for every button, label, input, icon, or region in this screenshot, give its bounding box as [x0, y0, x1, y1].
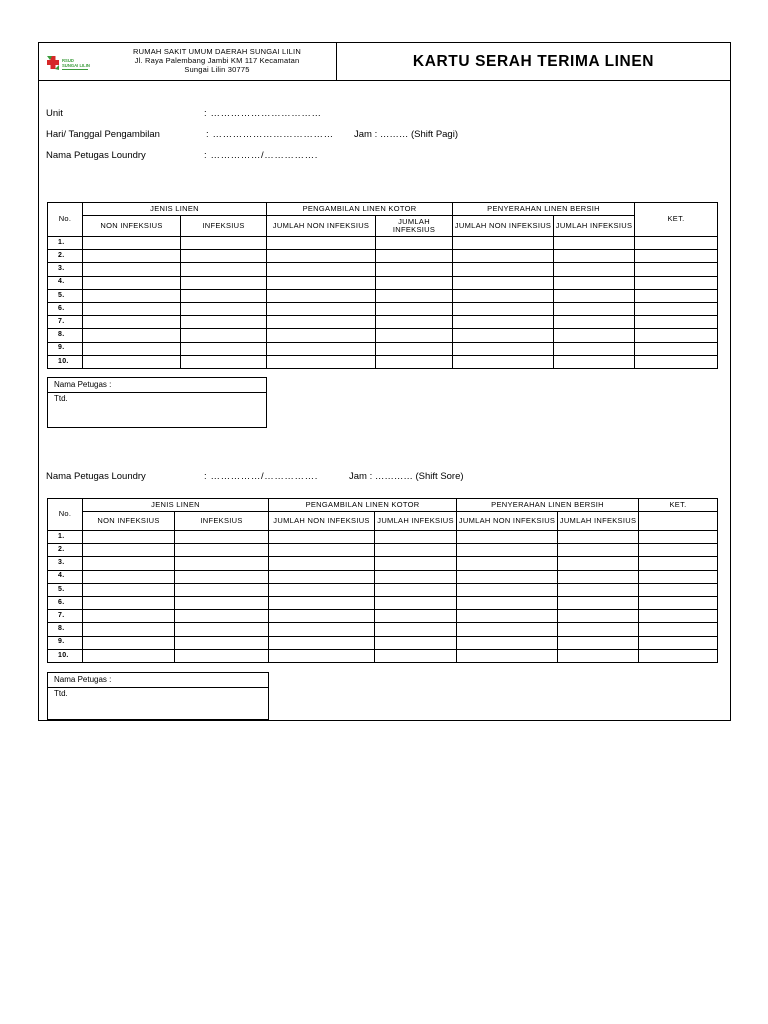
col-ket: KET.: [635, 203, 718, 237]
row-number: 8.: [48, 623, 83, 636]
table-cell[interactable]: [639, 557, 718, 570]
table-cell[interactable]: [558, 544, 639, 557]
table-cell[interactable]: [635, 237, 718, 250]
col-jumlah-infeksius-bersih: JUMLAH INFEKSIUS: [558, 512, 639, 531]
table-row: [48, 557, 718, 570]
row-number: 6.: [48, 302, 83, 315]
table-cell[interactable]: [181, 237, 267, 250]
table-cell[interactable]: [554, 276, 635, 289]
table-cell[interactable]: [639, 636, 718, 649]
table-row: [48, 237, 718, 250]
table-cell[interactable]: [175, 596, 269, 609]
table-cell[interactable]: [175, 544, 269, 557]
table-row: [48, 544, 718, 557]
table-cell[interactable]: [375, 531, 457, 544]
col-penyerahan: PENYERAHAN LINEN BERSIH: [457, 499, 639, 512]
table-cell[interactable]: [175, 570, 269, 583]
table-cell[interactable]: [375, 636, 457, 649]
table-cell[interactable]: [83, 316, 181, 329]
table-cell[interactable]: [175, 636, 269, 649]
table-row: [48, 342, 718, 355]
table-cell[interactable]: [376, 289, 453, 302]
table-row: [48, 649, 718, 662]
table-cell[interactable]: [558, 583, 639, 596]
col-no: No.: [48, 499, 83, 531]
row-number: 6.: [48, 596, 83, 609]
table-cell[interactable]: [453, 263, 554, 276]
time-field-morning[interactable]: Jam : ……… (Shift Pagi): [354, 129, 458, 140]
table-cell[interactable]: [554, 302, 635, 315]
table-cell[interactable]: [376, 355, 453, 368]
table-cell[interactable]: [558, 557, 639, 570]
col-pengambilan: PENGAMBILAN LINEN KOTOR: [267, 203, 453, 216]
table-cell[interactable]: [453, 342, 554, 355]
table-cell[interactable]: [635, 329, 718, 342]
table-cell[interactable]: [83, 610, 175, 623]
table-cell[interactable]: [558, 623, 639, 636]
table-row: [48, 355, 718, 368]
table-cell[interactable]: [457, 636, 558, 649]
table-cell[interactable]: [457, 531, 558, 544]
col-jumlah-infeksius-kotor: JUMLAH INFEKSIUS: [376, 216, 453, 237]
row-number: 5.: [48, 289, 83, 302]
row-number: 9.: [48, 342, 83, 355]
table-cell[interactable]: [635, 342, 718, 355]
hospital-logo: [45, 52, 93, 74]
table-cell[interactable]: [453, 237, 554, 250]
col-infeksius: INFEKSIUS: [175, 512, 269, 531]
table-cell[interactable]: [635, 250, 718, 263]
table-cell[interactable]: [83, 355, 181, 368]
table-row: [48, 583, 718, 596]
table-cell[interactable]: [83, 649, 175, 662]
row-number: 4.: [48, 276, 83, 289]
table-cell[interactable]: [453, 276, 554, 289]
table-row: [48, 596, 718, 609]
row-number: 2.: [48, 250, 83, 263]
table-cell[interactable]: [175, 610, 269, 623]
row-number: 10.: [48, 355, 83, 368]
row-number: 9.: [48, 636, 83, 649]
table-cell[interactable]: [635, 263, 718, 276]
table-cell[interactable]: [635, 302, 718, 315]
table-cell[interactable]: [181, 289, 267, 302]
col-jenis-linen: JENIS LINEN: [83, 499, 269, 512]
table-row: [48, 531, 718, 544]
table-cell[interactable]: [269, 649, 375, 662]
table-cell[interactable]: [269, 610, 375, 623]
hospital-info-block: [39, 43, 337, 80]
row-number: 3.: [48, 557, 83, 570]
table-cell[interactable]: [639, 649, 718, 662]
table-body-evening: [48, 531, 718, 663]
laundry-staff-label-2: Nama Petugas Loundry: [46, 471, 146, 482]
table-cell[interactable]: [83, 237, 181, 250]
col-infeksius: INFEKSIUS: [181, 216, 267, 237]
table-cell[interactable]: [83, 623, 175, 636]
table-cell[interactable]: [83, 544, 175, 557]
table-cell[interactable]: [83, 636, 175, 649]
table-cell[interactable]: [269, 570, 375, 583]
col-jumlah-non-infeksius-kotor: JUMLAH NON INFEKSIUS: [269, 512, 375, 531]
col-pengambilan: PENGAMBILAN LINEN KOTOR: [269, 499, 457, 512]
table-cell[interactable]: [267, 355, 376, 368]
table-cell[interactable]: [375, 570, 457, 583]
laundry-staff-field-2[interactable]: : ……………/…………….: [204, 471, 318, 482]
table-cell[interactable]: [639, 570, 718, 583]
signature-label[interactable]: Ttd.: [54, 689, 68, 698]
table-cell[interactable]: [453, 355, 554, 368]
table-cell[interactable]: [453, 316, 554, 329]
table-cell[interactable]: [558, 610, 639, 623]
table-cell[interactable]: [457, 544, 558, 557]
table-cell[interactable]: [267, 263, 376, 276]
linen-table-morning: [47, 202, 718, 369]
table-cell[interactable]: [175, 649, 269, 662]
table-cell[interactable]: [375, 596, 457, 609]
table-cell[interactable]: [558, 596, 639, 609]
table-cell[interactable]: [453, 250, 554, 263]
table-cell[interactable]: [269, 531, 375, 544]
staff-name-label[interactable]: Nama Petugas :: [48, 673, 268, 688]
col-jumlah-infeksius-bersih: JUMLAH INFEKSIUS: [554, 216, 635, 237]
table-cell[interactable]: [558, 649, 639, 662]
table-cell[interactable]: [181, 342, 267, 355]
row-number: 1.: [48, 531, 83, 544]
table-row: [48, 263, 718, 276]
row-number: 2.: [48, 544, 83, 557]
table-cell[interactable]: [376, 342, 453, 355]
row-number: 10.: [48, 649, 83, 662]
col-jumlah-non-infeksius-bersih: JUMLAH NON INFEKSIUS: [457, 512, 558, 531]
table-row: [48, 570, 718, 583]
table-cell[interactable]: [376, 316, 453, 329]
table-cell[interactable]: [457, 596, 558, 609]
table-cell[interactable]: [376, 237, 453, 250]
table-row: [48, 329, 718, 342]
table-cell[interactable]: [639, 531, 718, 544]
table-cell[interactable]: [269, 596, 375, 609]
table-cell[interactable]: [175, 557, 269, 570]
row-number: 8.: [48, 329, 83, 342]
staff-name-label[interactable]: Nama Petugas :: [48, 378, 266, 393]
row-number: 7.: [48, 316, 83, 329]
col-non-infeksius: NON INFEKSIUS: [83, 216, 181, 237]
hospital-city: Sungai Lilin 30775: [184, 65, 250, 74]
table-row: [48, 302, 718, 315]
table-cell[interactable]: [558, 636, 639, 649]
unit-field[interactable]: : ……………………………: [204, 108, 322, 119]
table-cell[interactable]: [639, 610, 718, 623]
table-cell[interactable]: [83, 557, 175, 570]
col-no: No.: [48, 203, 83, 237]
table-cell[interactable]: [635, 316, 718, 329]
table-cell[interactable]: [83, 583, 175, 596]
table-cell[interactable]: [639, 544, 718, 557]
form-title: KARTU SERAH TERIMA LINEN: [412, 52, 655, 70]
form-header: [39, 43, 730, 81]
row-number: 5.: [48, 583, 83, 596]
table-cell[interactable]: [83, 570, 175, 583]
table-cell[interactable]: [375, 623, 457, 636]
table-row: [48, 276, 718, 289]
table-cell[interactable]: [83, 531, 175, 544]
table-cell[interactable]: [267, 289, 376, 302]
table-cell[interactable]: [635, 289, 718, 302]
table-row: [48, 610, 718, 623]
table-cell[interactable]: [83, 263, 181, 276]
table-cell[interactable]: [457, 583, 558, 596]
table-cell[interactable]: [375, 610, 457, 623]
table-cell[interactable]: [639, 583, 718, 596]
table-cell[interactable]: [457, 649, 558, 662]
col-non-infeksius: NON INFEKSIUS: [83, 512, 175, 531]
unit-label: Unit: [46, 108, 63, 119]
table-cell[interactable]: [269, 544, 375, 557]
table-cell[interactable]: [554, 316, 635, 329]
table-cell[interactable]: [375, 583, 457, 596]
table-cell[interactable]: [457, 570, 558, 583]
table-cell[interactable]: [639, 596, 718, 609]
table-cell[interactable]: [181, 329, 267, 342]
table-row: [48, 316, 718, 329]
col-jenis-linen: JENIS LINEN: [83, 203, 267, 216]
hospital-address: [99, 47, 335, 74]
table-cell[interactable]: [181, 276, 267, 289]
table-cell[interactable]: [453, 302, 554, 315]
table-cell[interactable]: [558, 570, 639, 583]
table-cell[interactable]: [83, 329, 181, 342]
hospital-name: RUMAH SAKIT UMUM DAERAH SUNGAI LILIN: [133, 47, 301, 56]
table-cell[interactable]: [554, 250, 635, 263]
table-cell[interactable]: [269, 557, 375, 570]
table-cell[interactable]: [83, 596, 175, 609]
signature-label[interactable]: Ttd.: [54, 394, 68, 403]
table-cell[interactable]: [175, 583, 269, 596]
table-cell[interactable]: [181, 316, 267, 329]
table-cell[interactable]: [639, 623, 718, 636]
table-body-morning: [48, 237, 718, 369]
table-cell[interactable]: [175, 531, 269, 544]
col-penyerahan: PENYERAHAN LINEN BERSIH: [453, 203, 635, 216]
table-cell[interactable]: [376, 250, 453, 263]
svg-text:RSUD: RSUD: [62, 58, 74, 63]
table-cell[interactable]: [83, 342, 181, 355]
table-cell[interactable]: [175, 623, 269, 636]
table-cell[interactable]: [83, 302, 181, 315]
signature-box-morning: [47, 377, 267, 428]
table-cell[interactable]: [83, 276, 181, 289]
row-number: 3.: [48, 263, 83, 276]
laundry-staff-field-1[interactable]: : ……………/…………….: [204, 150, 318, 161]
table-cell[interactable]: [554, 263, 635, 276]
table-cell[interactable]: [376, 329, 453, 342]
col-jumlah-non-infeksius-kotor: JUMLAH NON INFEKSIUS: [267, 216, 376, 237]
table-cell[interactable]: [267, 302, 376, 315]
table-cell[interactable]: [269, 636, 375, 649]
table-cell[interactable]: [269, 623, 375, 636]
time-field-evening[interactable]: Jam : ………… (Shift Sore): [349, 471, 464, 482]
table-cell[interactable]: [635, 276, 718, 289]
table-cell[interactable]: [267, 276, 376, 289]
table-cell[interactable]: [181, 263, 267, 276]
table-cell[interactable]: [267, 342, 376, 355]
table-cell[interactable]: [554, 342, 635, 355]
row-number: 4.: [48, 570, 83, 583]
table-cell[interactable]: [554, 329, 635, 342]
table-cell[interactable]: [554, 237, 635, 250]
table-cell[interactable]: [554, 355, 635, 368]
col-ket: KET.: [639, 499, 718, 512]
table-cell[interactable]: [269, 583, 375, 596]
row-number: 1.: [48, 237, 83, 250]
table-row: [48, 623, 718, 636]
table-cell[interactable]: [457, 623, 558, 636]
table-cell[interactable]: [558, 531, 639, 544]
table-cell[interactable]: [554, 289, 635, 302]
date-field[interactable]: : ………………………………: [206, 129, 334, 140]
date-label: Hari/ Tanggal Pengambilan: [46, 129, 160, 140]
table-cell[interactable]: [375, 649, 457, 662]
hospital-street: Jl. Raya Palembang Jambi KM 117 Kecamatan: [134, 56, 300, 65]
table-cell[interactable]: [457, 557, 558, 570]
table-row: [48, 250, 718, 263]
table-cell[interactable]: [181, 302, 267, 315]
table-cell[interactable]: [83, 250, 181, 263]
table-cell[interactable]: [375, 557, 457, 570]
table-cell[interactable]: [375, 544, 457, 557]
svg-text:SUNGAI LILIN: SUNGAI LILIN: [62, 63, 90, 68]
table-cell[interactable]: [376, 276, 453, 289]
laundry-staff-label-1: Nama Petugas Loundry: [46, 150, 146, 161]
table-cell[interactable]: [267, 316, 376, 329]
signature-box-evening: [47, 672, 269, 720]
table-cell[interactable]: [635, 355, 718, 368]
linen-table-evening: [47, 498, 718, 663]
col-jumlah-non-infeksius-bersih: JUMLAH NON INFEKSIUS: [453, 216, 554, 237]
table-row: [48, 636, 718, 649]
table-cell[interactable]: [453, 289, 554, 302]
col-ket-empty: [639, 512, 718, 531]
table-cell[interactable]: [181, 355, 267, 368]
table-cell[interactable]: [267, 329, 376, 342]
table-cell[interactable]: [181, 250, 267, 263]
table-cell[interactable]: [267, 237, 376, 250]
table-row: [48, 289, 718, 302]
table-cell[interactable]: [267, 250, 376, 263]
row-number: 7.: [48, 610, 83, 623]
table-cell[interactable]: [376, 302, 453, 315]
table-cell[interactable]: [376, 263, 453, 276]
table-cell[interactable]: [453, 329, 554, 342]
col-jumlah-infeksius-kotor: JUMLAH INFEKSIUS: [375, 512, 457, 531]
table-cell[interactable]: [457, 610, 558, 623]
table-cell[interactable]: [83, 289, 181, 302]
